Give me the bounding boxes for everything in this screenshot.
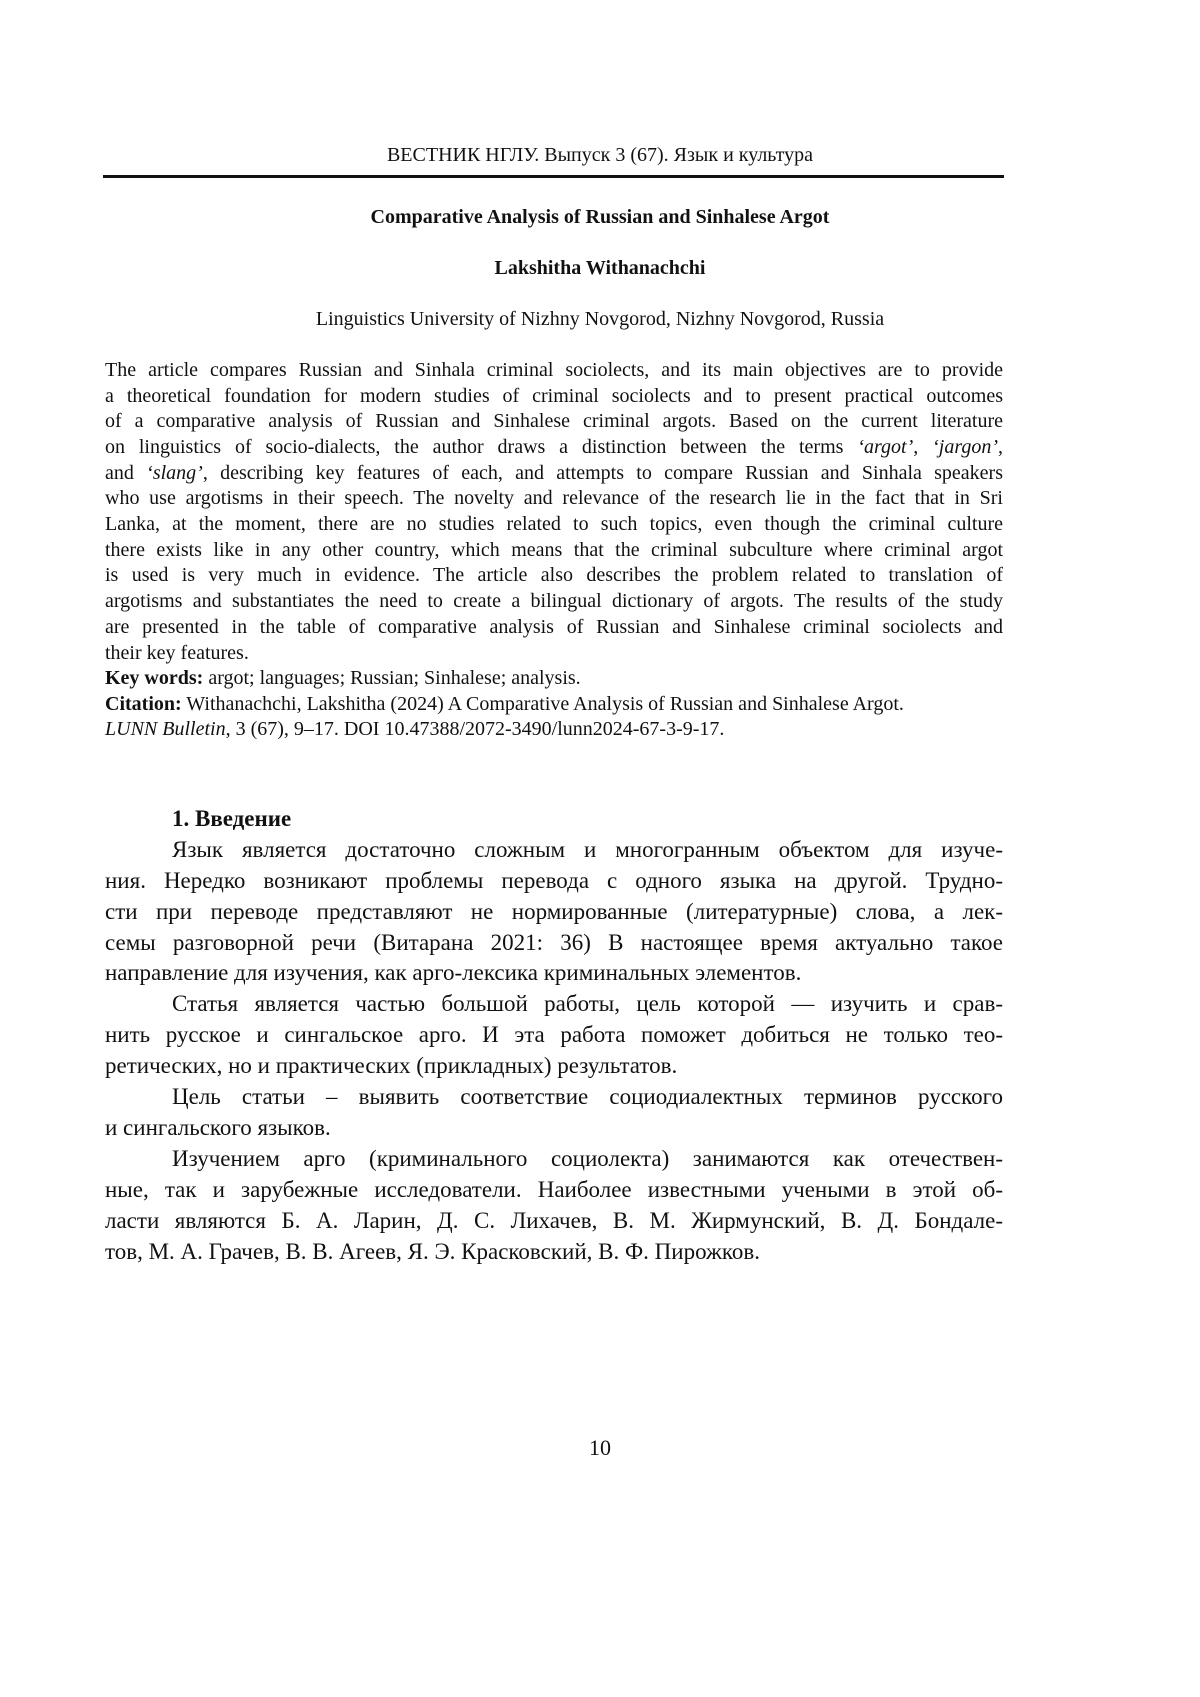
abstract-line: are presented in the table of comparative analysis of Russian and Sinhalese criminal sociolects and (105, 614, 1003, 640)
author-affiliation: Linguistics University of Nizhny Novgorod, Nizhny Novgorod, Russia (0, 306, 1200, 332)
term-argot: ‘argot’ (857, 436, 913, 458)
citation (105, 691, 1003, 717)
abstract-line: is used is very much in evidence. The article also describes the problem related to translation of (105, 562, 1003, 588)
journal-name: LUNN Bulletin (105, 718, 226, 740)
body-line: ния. Нередко возникают проблемы перевода с одного языка на другой. Трудно- (105, 866, 1003, 896)
header-rule (103, 175, 1004, 178)
body-line: семы разговорной речи (Витарана 2021: 36) В настоящее время актуально такое (105, 928, 1003, 958)
citation-label: Citation: (105, 693, 182, 715)
section-heading: 1. Введение (172, 804, 1070, 834)
citation-text: , 3 (67), 9–17. DOI 10.47388/2072-3490/lunn2024-67-3-9-17. (226, 718, 725, 740)
body-line: тов, М. А. Грачев, В. В. Агеев, Я. Э. Красковский, В. Ф. Пирожков. (105, 1237, 1003, 1267)
abstract-line: their key features. (105, 640, 1003, 666)
text: , (913, 436, 918, 458)
abstract-line: The article compares Russian and Sinhala criminal sociolects, and its main objectives are to provide (105, 357, 1003, 383)
abstract-line: argotisms and substantiates the need to create a bilingual dictionary of argots. The results of the study (105, 588, 1003, 614)
text: and (105, 462, 134, 484)
running-header: ВЕСТНИК НГЛУ. Выпуск 3 (67). Язык и культура (0, 142, 1200, 168)
abstract-line (105, 460, 1003, 486)
abstract-line: a theoretical foundation for modern studies of criminal sociolects and to present practical outcomes (105, 383, 1003, 409)
abstract-line: there exists like in any other country, which means that the criminal subculture where criminal argot (105, 537, 1003, 563)
text: on linguistics of socio-dialects, the author draws a distinction between the terms (105, 436, 843, 458)
body-line: и сингальского языков. (105, 1113, 1003, 1143)
body-line: ные, так и зарубежные исследователи. Наиболее известными учеными в этой об- (105, 1175, 1003, 1205)
body-line: Цель статьи – выявить соответствие социодиалектных терминов русского (172, 1082, 1003, 1112)
text: , (998, 436, 1003, 458)
abstract-line (105, 434, 1003, 460)
term-jargon: ‘jargon’ (932, 436, 998, 458)
abstract-line: who use argotisms in their speech. The novelty and relevance of the research lie in the fact that in Sri (105, 485, 1003, 511)
page-number: 10 (0, 1434, 1200, 1462)
term-slang: ‘slang’ (146, 462, 203, 484)
body-line: ласти являются Б. А. Ларин, Д. С. Лихачев, В. М. Жирмунский, В. Д. Бондале- (105, 1206, 1003, 1236)
body-line: Статья является частью большой работы, цель которой — изучить и срав- (172, 989, 1003, 1019)
abstract-line: of a comparative analysis of Russian and Sinhalese criminal argots. Based on the current literature (105, 408, 1003, 434)
body-line: Изучением арго (криминального социолекта) занимаются как отечествен- (172, 1144, 1003, 1174)
text: , describing key features of each, and attempts to compare Russian and Sinhala speakers (203, 462, 1003, 484)
keywords-text: argot; languages; Russian; Sinhalese; analysis. (203, 667, 580, 689)
body-line: сти при переводе представляют не нормированные (литературные) слова, а лек- (105, 897, 1003, 927)
citation-cont (105, 716, 1003, 742)
citation-text: Withanachchi, Lakshitha (2024) A Comparative Analysis of Russian and Sinhalese Argot. (182, 693, 904, 715)
body-line: ретических, но и практических (прикладных) результатов. (105, 1051, 1003, 1081)
article-author: Lakshitha Withanachchi (0, 255, 1200, 281)
article-title: Comparative Analysis of Russian and Sinhalese Argot (0, 204, 1200, 230)
keywords (105, 665, 1003, 691)
keywords-label: Key words: (105, 667, 203, 689)
body-line: направление для изучения, как арго-лексика криминальных элементов. (105, 958, 1003, 988)
body-line: нить русское и сингальское арго. И эта работа поможет добиться не только тео- (105, 1020, 1003, 1050)
body-line: Язык является достаточно сложным и многогранным объектом для изуче- (172, 835, 1003, 865)
abstract-line: Lanka, at the moment, there are no studies related to such topics, even though the criminal culture (105, 511, 1003, 537)
